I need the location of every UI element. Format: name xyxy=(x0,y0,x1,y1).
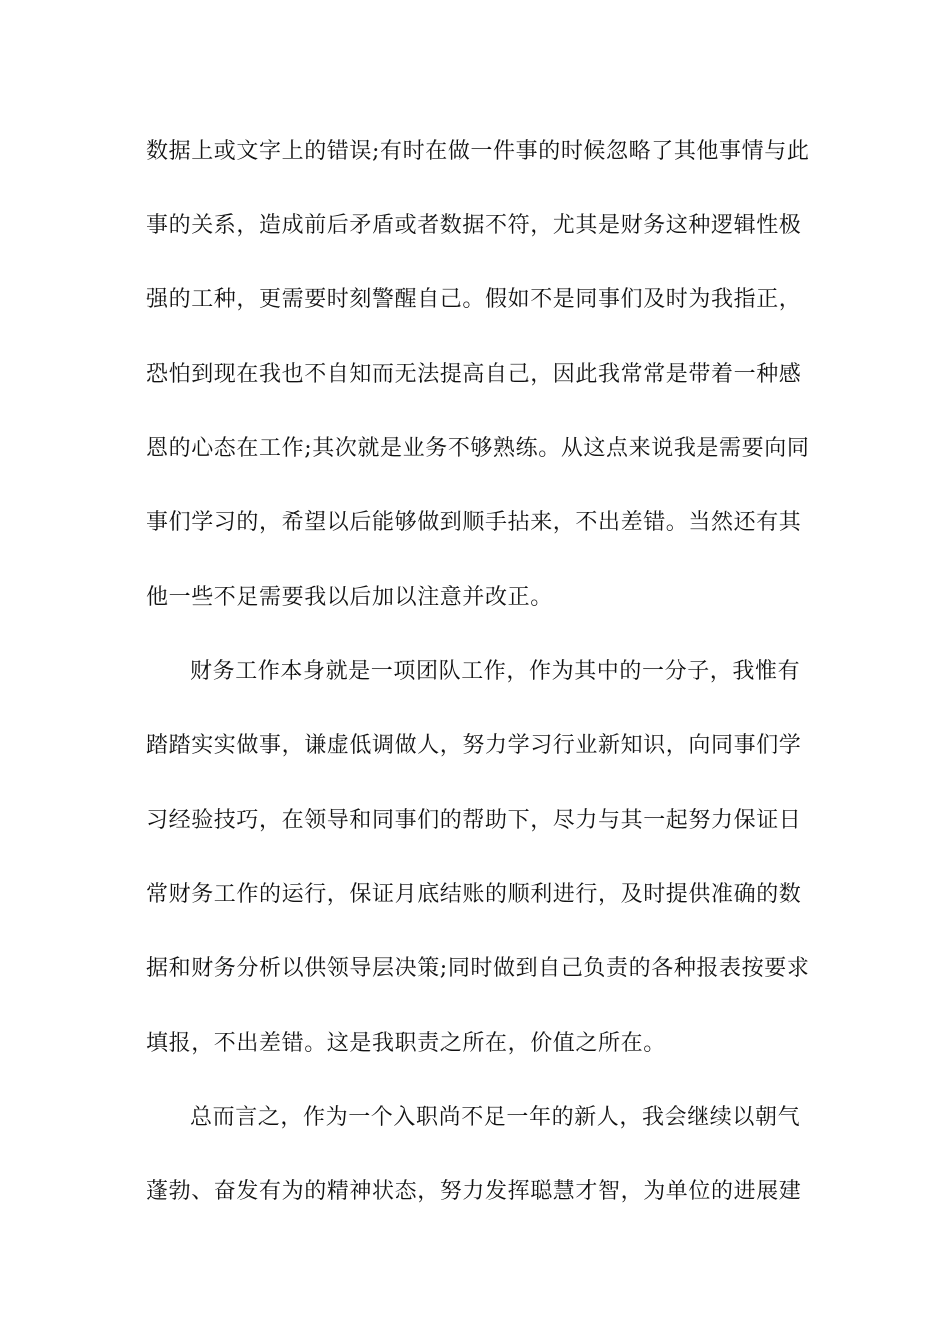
paragraph-line: 常财务工作的运行，保证月底结账的顺利进行，及时提供准确的数 xyxy=(146,882,802,907)
paragraph-line: 恩的心态在工作;其次就是业务不够熟练。从这点来说我是需要向同 xyxy=(146,436,810,461)
paragraph-line: 事的关系，造成前后矛盾或者数据不符，尤其是财务这种逻辑性极 xyxy=(146,213,802,238)
paragraph-first-line: 财务工作本身就是一项团队工作，作为其中的一分子，我惟有 xyxy=(190,659,801,684)
paragraph-line: 恐怕到现在我也不自知而无法提高自己，因此我常常是带着一种感 xyxy=(146,362,802,387)
paragraph-line: 事们学习的，希望以后能够做到顺手拈来，不出差错。当然还有其 xyxy=(146,510,802,535)
paragraph-line: 蓬勃、奋发有为的精神状态，努力发挥聪慧才智，为单位的进展建 xyxy=(146,1179,802,1204)
paragraph-line: 他一些不足需要我以后加以注意并改正。 xyxy=(146,585,553,610)
paragraph-line: 习经验技巧，在领导和同事们的帮助下，尽力与其一起努力保证日 xyxy=(146,808,802,833)
paragraph-first-line: 总而言之，作为一个入职尚不足一年的新人，我会继续以朝气 xyxy=(190,1105,801,1130)
paragraph-line: 数据上或文字上的错误;有时在做一件事的时候忽略了其他事情与此 xyxy=(146,139,810,164)
paragraph-line: 强的工种，更需要时刻警醒自己。假如不是同事们及时为我指正， xyxy=(146,287,802,312)
paragraph-line: 填报，不出差错。这是我职责之所在，价值之所在。 xyxy=(146,1031,666,1056)
paragraph-line: 据和财务分析以供领导层决策;同时做到自己负责的各种报表按要求 xyxy=(146,956,810,981)
paragraph-line: 踏踏实实做事，谦虚低调做人，努力学习行业新知识，向同事们学 xyxy=(146,733,802,758)
